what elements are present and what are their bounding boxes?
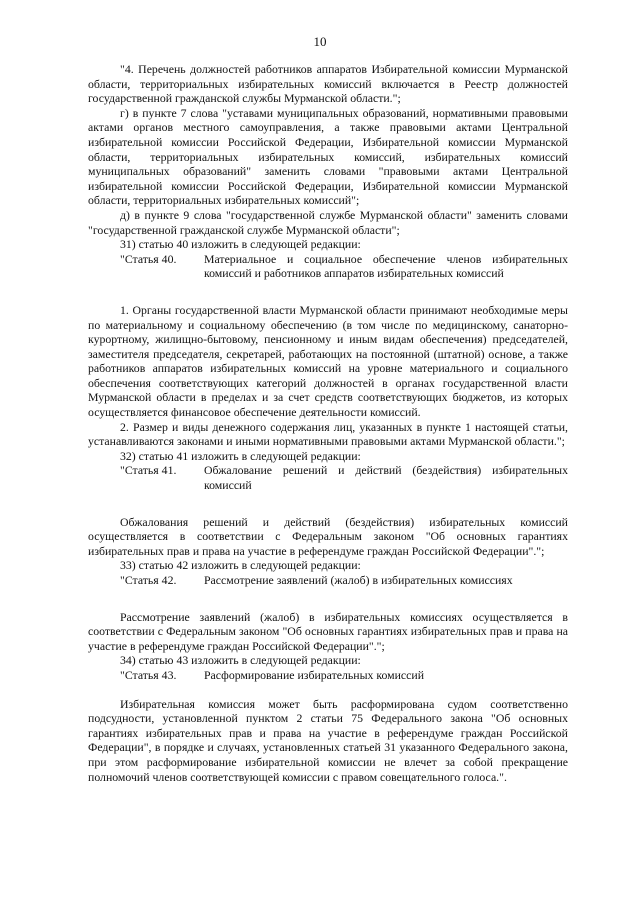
article-40-heading [88, 252, 568, 281]
paragraph-item-33: 33) статью 42 изложить в следующей редакции: [120, 558, 361, 573]
article-42-label: "Статья 42. [120, 573, 177, 587]
paragraph-subitem-d: д) в пункте 9 слова "государственной службе Мурманской области" заменить словами "государственной гражданской службе Мурманской области"; [88, 207, 568, 237]
article-40-title: Материальное и социальное обеспечение членов избирательных комиссий и работников аппаратов избирательных комиссий [204, 251, 568, 281]
article-41-text: Обжалования решений и действий (бездействия) избирательных комиссий осуществляется в соответствии с Федеральным законом "Об основных гарантиях избирательных прав и права на участие в референдуме граждан Российской Федерации"."; [88, 514, 568, 558]
article-41-heading [88, 463, 568, 492]
article-40-label: "Статья 40. [120, 251, 177, 266]
document-body [88, 62, 568, 784]
article-42-heading [88, 573, 568, 588]
paragraph-item-4: "4. Перечень должностей работников аппаратов Избирательной комиссии Мурманской области, территориальных избирательных комиссий включается в Реестр должностей государственной гражданской службы Мурманской области."; [88, 62, 568, 106]
article-43-text: Избирательная комиссия может быть расформирована судом соответственно подсудности, установленной пунктом 2 статьи 75 Федерального закона "Об основных гарантиях избирательных прав и права на участие в референдуме граждан Российской Федерации", в порядке и случаях, установленных статьей 31 указанного Федерального закона, при этом расформирование избирательной комиссии не влечет за собой прекращение полномочий членов соответствующей комиссии с правом совещательного голоса.". [88, 696, 568, 784]
paragraph-item-32: 32) статью 41 изложить в следующей редакции: [120, 448, 361, 463]
paragraph-item-31: 31) статью 40 изложить в следующей редакции: [120, 237, 361, 252]
article-42-text: Рассмотрение заявлений (жалоб) в избирательных комиссиях осуществляется в соответствии с Федеральным законом "Об основных гарантиях избирательных прав и права на участие в референдуме граждан Российской Федерации"."; [88, 609, 568, 653]
article-40-part-1: 1. Органы государственной власти Мурманской области принимают необходимые меры по материальному и социальному обеспечению (в том числе по медицинскому, санаторно-курортному, жилищно-бытовому, пенсионному и иным видам обеспечения) председателей, заместителя председателя, секретарей, работающих на постоянной (штатной) основе, а также работников аппаратов избирательных комиссий на уровне материального и социального обеспечения соответствующих категорий должностей в органах государственной власти Мурманской области в пределах и за счет средств соответствующих бюджетов, из которых осуществляется финансовое обеспечение деятельности комиссий. [88, 302, 568, 420]
paragraph-item-34: 34) статью 43 изложить в следующей редакции: [120, 653, 361, 668]
article-43-title: Расформирование избирательных комиссий [204, 667, 425, 682]
article-41-title: Обжалование решений и действий (бездействия) избирательных комиссий [204, 463, 568, 493]
article-42-title: Рассмотрение заявлений (жалоб) в избирательных комиссиях [204, 573, 513, 587]
article-43-label: "Статья 43. [120, 667, 177, 682]
article-41-label: "Статья 41. [120, 463, 177, 478]
article-43-heading [88, 668, 568, 683]
article-40-part-2: 2. Размер и виды денежного содержания лиц, указанных в пункте 1 настоящей статьи, устанавливаются законами и иными нормативными правовыми актами Мурманской области."; [88, 419, 568, 449]
paragraph-subitem-g: г) в пункте 7 слова "уставами муниципальных образований, нормативными правовыми актами органов местного самоуправления, а также правовыми актами Центральной избирательной комиссии Российской Федерации, Избирательной комиссии Мурманской области, территориальных избирательных комиссий, избирательных комиссий муниципальных образований" заменить словами "правовыми актами Центральной избирательной комиссии Российской Федерации, Избирательной комиссии Мурманской области, территориальных избирательных комиссий"; [88, 105, 568, 208]
page-number: 10 [313, 34, 327, 49]
